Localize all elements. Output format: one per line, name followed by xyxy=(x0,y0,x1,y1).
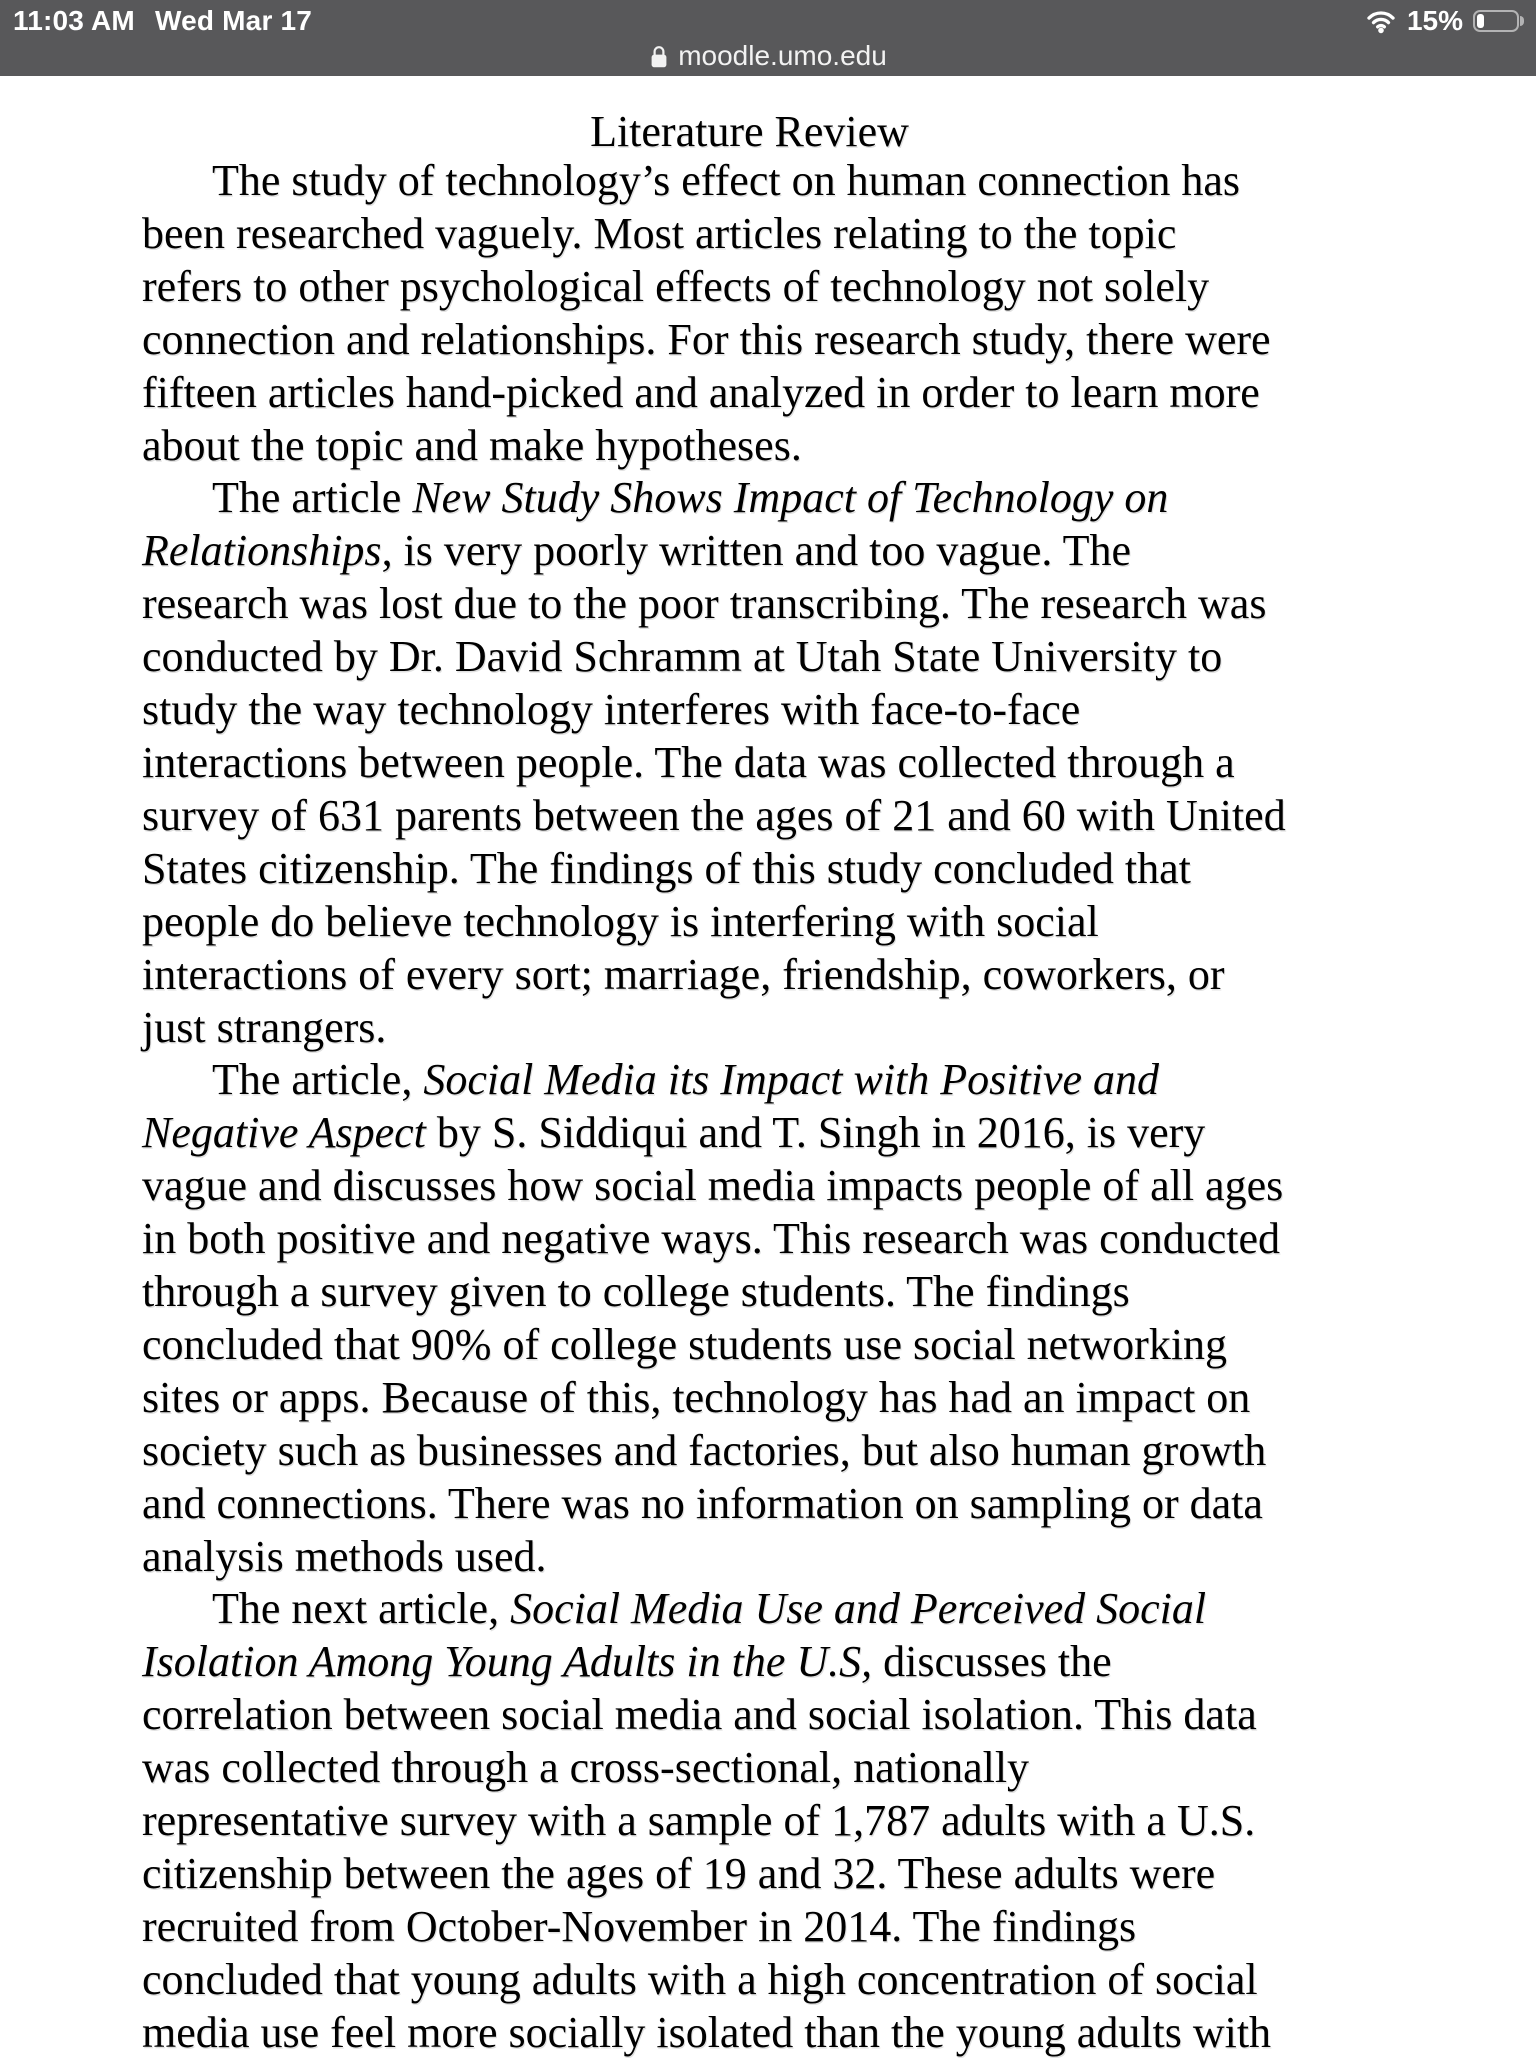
text-segment: recruited from October-November in 2014. The findings xyxy=(142,1901,1137,1951)
document-page xyxy=(0,76,1536,2060)
text-segment: society such as businesses and factories, but also human growth xyxy=(142,1425,1267,1475)
text-segment: in both positive and negative ways. This research was conducted xyxy=(142,1214,1280,1264)
article-title-italic: Social Media its Impact with Positive and xyxy=(423,1055,1159,1105)
article-title-italic: Relationships xyxy=(142,526,382,576)
text-segment: interactions between people. The data was collected through a xyxy=(142,737,1235,787)
clock-date: Wed Mar 17 xyxy=(154,5,313,36)
text-line xyxy=(142,1531,1357,1584)
text-segment: concluded that young adults with a high concentration of social xyxy=(142,1954,1258,2004)
text-line xyxy=(142,684,1357,737)
article-title-italic: New Study Shows Impact of Technology on xyxy=(412,473,1169,523)
text-line xyxy=(142,261,1357,314)
text-segment: by S. Siddiqui and T. Singh in 2016, is very xyxy=(425,1108,1206,1158)
text-segment: refers to other psychological effects of technology not solely xyxy=(142,261,1210,311)
text-line xyxy=(142,314,1357,367)
battery-outline xyxy=(1473,10,1519,32)
text-segment: connection and relationships. For this research study, there were xyxy=(142,314,1271,364)
battery-nub xyxy=(1520,16,1524,26)
text-segment: interactions of every sort; marriage, friendship, coworkers, or xyxy=(142,949,1225,999)
text-line xyxy=(142,525,1357,578)
text-line xyxy=(142,1002,1357,1055)
text-line xyxy=(142,1372,1357,1425)
text-segment: concluded that 90% of college students use social networking xyxy=(142,1319,1228,1369)
text-line xyxy=(142,1583,1357,1636)
text-line xyxy=(142,1795,1357,1848)
text-segment: correlation between social media and social isolation. This data xyxy=(142,1690,1257,1740)
text-segment: analysis methods used. xyxy=(142,1531,547,1581)
text-segment: about the topic and make hypotheses. xyxy=(142,420,802,470)
text-segment: citizenship between the ages of 19 and 32. These adults were xyxy=(142,1849,1216,1898)
battery-percent-label: 15% xyxy=(1406,5,1463,36)
text-segment: conducted by Dr. David Schramm at Utah State University to xyxy=(142,632,1223,682)
text-segment: survey of 631 parents between the ages of 21 and 60 with United xyxy=(142,790,1286,840)
text-line xyxy=(142,790,1357,843)
wifi-icon xyxy=(1365,9,1397,34)
battery-icon xyxy=(1473,10,1524,32)
text-segment: fifteen articles hand-picked and analyzed in order to learn more xyxy=(142,367,1260,417)
text-segment: sites or apps. Because of this, technology has had an impact on xyxy=(142,1372,1251,1422)
text-line xyxy=(142,578,1357,631)
status-and-address-bar xyxy=(0,0,1536,76)
text-line xyxy=(142,1266,1357,1319)
status-right xyxy=(1365,5,1524,37)
text-line xyxy=(142,1160,1357,1213)
text-segment: media use feel more socially isolated than the young adults with xyxy=(142,2007,1272,2057)
text-line xyxy=(142,155,1357,208)
text-line xyxy=(142,1319,1357,1372)
text-line xyxy=(142,208,1357,261)
text-segment: people do believe technology is interfering with social xyxy=(142,896,1099,946)
text-line xyxy=(142,1107,1357,1160)
text-line xyxy=(142,1054,1357,1107)
text-line xyxy=(142,737,1357,790)
text-line xyxy=(142,896,1357,949)
text-segment: been researched vaguely. Most articles relating to the topic xyxy=(142,208,1177,258)
text-segment: just strangers. xyxy=(142,1002,387,1052)
text-line xyxy=(142,631,1357,684)
text-line xyxy=(142,1954,1357,2007)
text-line xyxy=(142,1848,1357,1901)
text-line xyxy=(142,1901,1357,1954)
text-segment: States citizenship. The findings of this study concluded that xyxy=(142,843,1191,893)
text-segment: and connections. There was no information on sampling or data xyxy=(142,1478,1263,1528)
text-line xyxy=(142,1742,1357,1795)
text-segment: The article, xyxy=(212,1055,424,1105)
address-bar-domain: moodle.umo.edu xyxy=(678,40,887,71)
text-segment: vague and discusses how social media impacts people of all ages xyxy=(142,1161,1284,1211)
text-segment: was collected through a cross-sectional, nationally xyxy=(142,1743,1030,1793)
text-line xyxy=(142,1636,1357,1689)
text-line xyxy=(142,1689,1357,1742)
text-segment: through a survey given to college students. The findings xyxy=(142,1267,1130,1317)
battery-fill xyxy=(1477,14,1484,28)
text-segment: representative survey with a sample of 1,787 adults with a U.S. xyxy=(142,1796,1256,1846)
text-segment: , is very poorly written and too vague. The xyxy=(381,526,1132,576)
lock-icon xyxy=(649,44,669,70)
text-line xyxy=(142,949,1357,1002)
document-body xyxy=(142,155,1536,2060)
text-line xyxy=(142,2007,1357,2060)
text-line xyxy=(142,843,1357,896)
text-segment: The article xyxy=(212,473,413,523)
text-segment: study the way technology interferes with face-to-face xyxy=(142,685,1081,735)
article-title-italic: Negative Aspect xyxy=(142,1108,426,1158)
text-line xyxy=(142,1425,1357,1478)
text-segment: discusses the xyxy=(872,1637,1112,1687)
article-title-italic: Isolation Among Young Adults in the U.S, xyxy=(142,1637,873,1687)
status-bar xyxy=(0,0,1536,36)
address-bar[interactable] xyxy=(0,36,1536,76)
text-line xyxy=(142,1478,1357,1531)
text-segment: research was lost due to the poor transcribing. The research was xyxy=(142,579,1267,629)
text-line xyxy=(142,1213,1357,1266)
document-title: Literature Review xyxy=(590,107,909,156)
text-line xyxy=(142,420,1357,473)
article-title-italic: Social Media Use and Perceived Social xyxy=(510,1584,1207,1634)
text-line xyxy=(142,367,1357,420)
clock-time: 11:03 AM xyxy=(13,5,135,36)
text-segment: The study of technology’s effect on human connection has xyxy=(212,156,1241,205)
status-left xyxy=(13,5,312,37)
text-line xyxy=(142,472,1357,525)
text-segment: The next article, xyxy=(212,1584,511,1634)
